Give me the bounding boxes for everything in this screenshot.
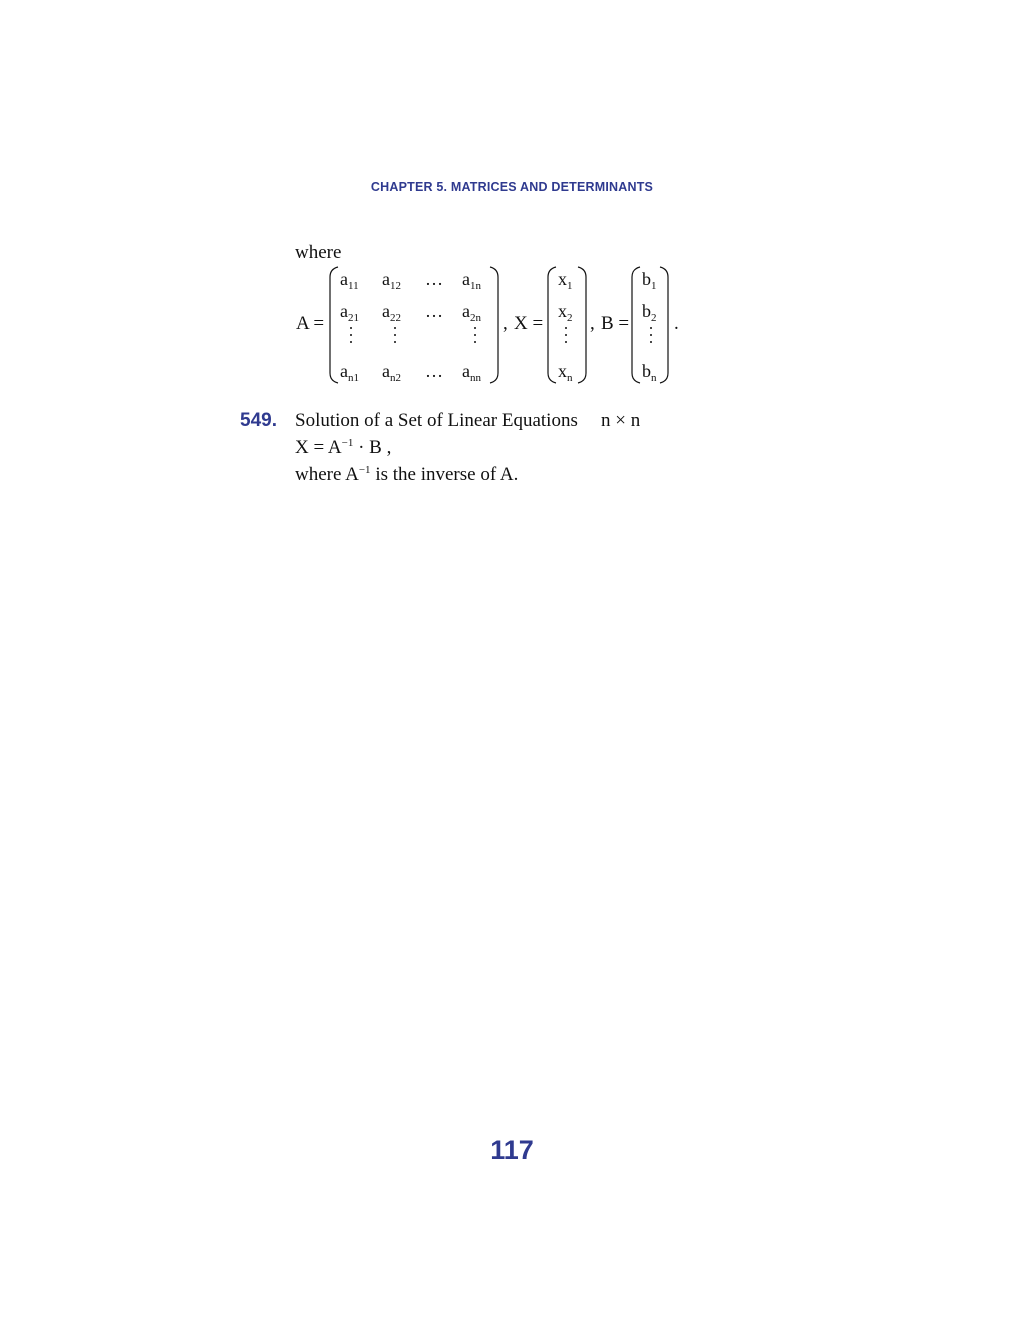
- dots: …: [425, 361, 443, 381]
- sep-comma: ,: [503, 313, 508, 334]
- right-paren: [576, 265, 588, 385]
- vector-x: [546, 265, 588, 385]
- final-period: .: [674, 313, 679, 334]
- page-number: 117: [490, 1135, 534, 1165]
- a2n: $a_{2n}$: [462, 301, 481, 324]
- a12: $a_{12}$: [382, 269, 401, 292]
- inverse-note: where $A^{-1}$ is the inverse of A.: [295, 464, 519, 485]
- matrix-a-lhs: A =: [296, 313, 325, 334]
- b1: $b_1$: [642, 269, 657, 292]
- item-size: n × n: [601, 410, 641, 431]
- solution-formula: $X = A^{-1} \cdot B$ ,: [295, 437, 392, 458]
- right-paren: [488, 265, 500, 385]
- a22: $a_{22}$: [382, 301, 401, 324]
- vdots: [650, 327, 654, 348]
- a21: $a_{21}$: [340, 301, 359, 324]
- vdots: [565, 327, 569, 348]
- dots: …: [425, 301, 443, 321]
- bn: $b_n$: [642, 361, 657, 384]
- left-paren: [546, 265, 558, 385]
- x1: $x_1$: [558, 269, 573, 292]
- a1n: $a_{1n}$: [462, 269, 481, 292]
- dots: …: [425, 269, 443, 289]
- right-paren: [658, 265, 670, 385]
- b2: $b_2$: [642, 301, 657, 324]
- an1: $a_{n1}$: [340, 361, 359, 384]
- matrix-a: [328, 265, 500, 385]
- item-number: 549.: [240, 410, 277, 431]
- running-header: CHAPTER 5. MATRICES AND DETERMINANTS: [370, 180, 654, 194]
- a11: $a_{11}$: [340, 269, 359, 292]
- x2: $x_2$: [558, 301, 573, 324]
- left-paren: [328, 265, 340, 385]
- intro-where: where: [295, 242, 342, 263]
- item-title: Solution of a Set of Linear Equations: [295, 410, 578, 431]
- vdots: [474, 327, 478, 348]
- ann: $a_{nn}$: [462, 361, 481, 384]
- vector-b: [630, 265, 672, 385]
- vdots: [394, 327, 398, 348]
- vector-x-lhs: X =: [514, 313, 544, 334]
- vector-b-lhs: B =: [601, 313, 630, 334]
- left-paren: [630, 265, 642, 385]
- xn: $x_n$: [558, 361, 573, 384]
- sep-comma: ,: [590, 313, 595, 334]
- an2: $a_{n2}$: [382, 361, 401, 384]
- vdots: [350, 327, 354, 348]
